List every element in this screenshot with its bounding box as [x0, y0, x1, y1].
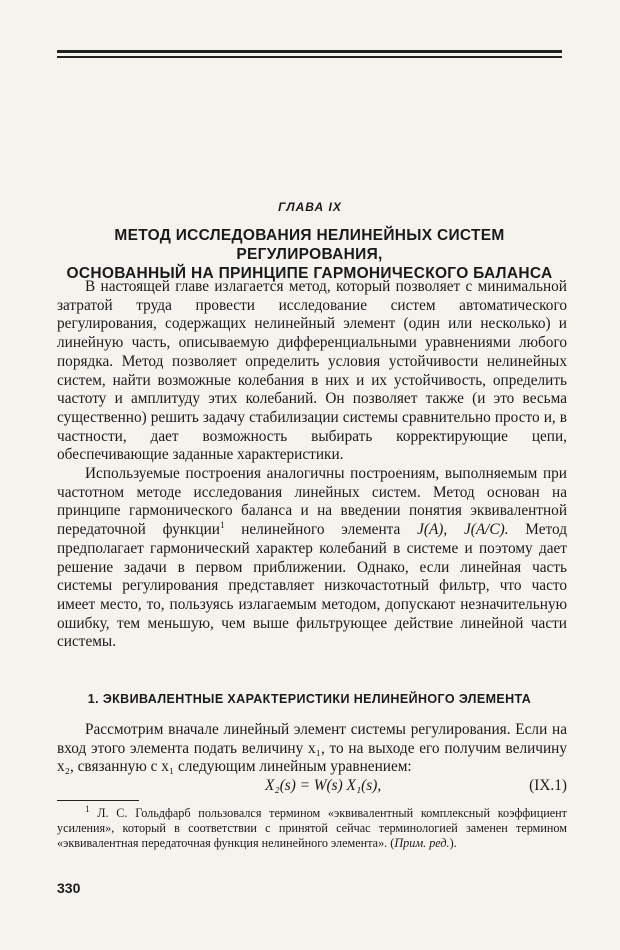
intro-text: [57, 278, 567, 652]
paragraph-1: В настоящей главе излагается метод, который позволяет с минимальной затратой труда провести исследование систем автоматического регулирования, содержащих нелинейный элемент (один или несколько) и линейную часть, описываемую дифференциальными уравнениями любого порядка. Метод позволяет определить условия устойчивости нелинейных систем, найти возможные колебания в них и их устойчивость, определить частоту и амплитуду этих колебаний. Он позволяет также (и это весьма существенно) решить задачу стабилизации системы сравнительно просто и, в частности, дает возможность выбирать корректирующие цепи, обеспечивающие заданные характеристики.: [57, 278, 567, 464]
paragraph-2-part-b: нелинейного элемента: [224, 521, 418, 539]
footnote-text-a: Л. С. Гольдфарб пользовался термином «эквивалентный комплексный коэффициент усиления», который в соответствии с принятой сейчас терминологией заменен термином «эквивалентная передаточная функция нелинейного элемента». (: [57, 806, 567, 850]
title-line-2: ОСНОВАННЫЙ НА ПРИНЦИПЕ ГАРМОНИЧЕСКОГО БАЛАНСА: [66, 265, 553, 282]
footnote-marker: 1: [85, 803, 90, 814]
equation-line: [57, 777, 567, 796]
chapter-label: ГЛАВА IX: [278, 200, 342, 214]
paragraph-3: Рассмотрим вначале линейный элемент системы регулирования. Если на вход этого элемента подать величину x₁, то на выходе его получим величину x₂, связанную с x₁ следующим линейным уравнением:: [57, 721, 567, 776]
transfer-function-formula: J(A), J(A/C).: [417, 521, 509, 539]
footnote-editor-note: Прим. ред.: [394, 835, 450, 850]
title-line-1: МЕТОД ИССЛЕДОВАНИЯ НЕЛИНЕЙНЫХ СИСТЕМ РЕГУЛИРОВАНИЯ,: [114, 227, 505, 263]
footnote-text-b: ).: [449, 835, 457, 850]
section-text: [57, 721, 567, 796]
equation: X₂(s) = W(s) X₁(s),: [265, 777, 382, 795]
footnote: [57, 803, 567, 850]
header-rule-thick: [57, 50, 562, 53]
chapter-title: [57, 226, 562, 283]
footnote-rule: [57, 800, 139, 801]
header-rule-thin: [57, 56, 562, 58]
footnote-ref: 1: [219, 520, 225, 531]
equation-number: (IX.1): [529, 777, 567, 795]
section-heading: 1. ЭКВИВАЛЕНТНЫЕ ХАРАКТЕРИСТИКИ НЕЛИНЕЙНОГО ЭЛЕМЕНТА: [87, 692, 532, 706]
paragraph-2-part-c: Метод предполагает гармонический характер колебаний в системе и поэтому дает решение задачи в первом приближении. Однако, если линейная часть системы регулирования представляет низкочастотный фильтр, что часто имеет место, то, пользуясь излагаемым методом, допускают незначительную ошибку, тем меньшую, чем выше фильтрующее действие линейной части системы.: [57, 521, 567, 651]
paragraph-2-part-a: Используемые построения аналогичны построениям, выполняемым при частотном методе исследования линейных систем. Метод основан на принципе гармонического баланса и на введении понятия эквивалентной передаточной функции: [57, 465, 567, 539]
page-number: 330: [57, 880, 81, 896]
paragraph-2: [57, 465, 567, 652]
